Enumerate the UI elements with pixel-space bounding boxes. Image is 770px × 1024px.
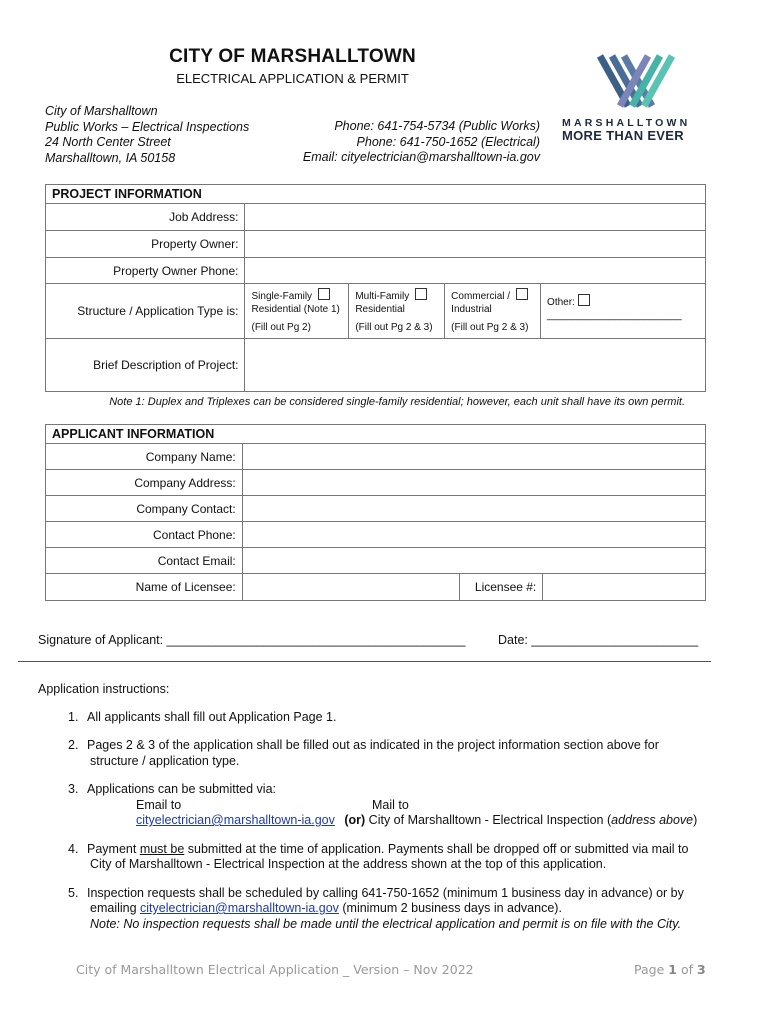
page-number: 1 [668,962,677,977]
single-family-checkbox[interactable] [318,288,330,300]
page-word: Page [634,962,665,977]
page-total: 3 [696,962,706,977]
company-contact-field[interactable] [242,496,705,522]
instructions-title: Application instructions: [38,682,170,696]
list-number: 3. [68,782,79,796]
contact-email-label: Contact Email: [46,548,243,574]
licensee-number-label: Licensee #: [460,574,543,601]
company-address-label: Company Address: [46,470,243,496]
contact-line: Email: cityelectrician@marshalltown-ia.gov [302,150,540,165]
list-number: 5. [68,885,79,900]
office-address [45,104,249,166]
must-be-text: must be [139,841,185,856]
list-number: 4. [68,841,79,856]
licensee-name-label: Name of Licensee: [46,574,243,601]
project-information-table [45,184,706,392]
email-to-label: Email to [136,797,182,812]
instruction-text: Applications can be submitted via: [87,782,276,796]
marshalltown-logo-icon [560,54,710,114]
instruction-item [38,782,718,829]
licensee-name-field[interactable] [242,574,460,601]
type-single-family [245,284,349,321]
property-owner-phone-label: Property Owner Phone: [46,258,245,284]
instruction-text: Pages 2 & 3 of the application shall be filled out as indicated in the project information section above for [87,738,659,752]
instruction-text: Inspection requests shall be scheduled by calling 641-750-1652 (minimum 1 business day in advance) or by [87,885,684,900]
instruction-item [38,886,718,933]
mail-address-text: City of Marshalltown - Electrical Inspection ( [368,813,612,827]
licensee-number-field[interactable] [543,574,706,601]
divider [18,661,711,662]
footer-version: City of Marshalltown Electrical Application _ Version – Nov 2022 [76,962,474,977]
fill-note: (Fill out Pg 2 & 3) [349,321,445,339]
mail-to-label: Mail to [372,797,409,812]
type-label: Industrial [451,304,492,315]
property-owner-label: Property Owner: [46,231,245,258]
instruction-text: All applicants shall fill out Application Page 1. [87,709,337,724]
other-blank-line[interactable]: ______________________ [547,309,682,321]
fill-note: (Fill out Pg 2 & 3) [445,321,541,339]
project-section-heading: PROJECT INFORMATION [46,185,706,204]
other-checkbox[interactable] [578,294,590,306]
signature-field[interactable]: Signature of Applicant: ___________________________________________ [38,633,466,647]
or-label: (or) [344,813,366,827]
logo-tagline: MORE THAN EVER [562,128,684,143]
address-line: Marshalltown, IA 50158 [45,150,176,165]
payment-text-rest: submitted at the time of application. Payments shall be dropped off or submitted via mail to [184,841,689,856]
document-subtitle: ELECTRICAL APPLICATION & PERMIT [176,71,409,86]
office-contact [303,119,540,166]
job-address-label: Job Address: [46,204,245,231]
instruction-text [87,901,718,917]
type-label: Residential [355,304,405,315]
fill-note: (Fill out Pg 2) [245,321,349,339]
project-description-field[interactable] [245,339,706,392]
company-name-label: Company Name: [46,444,243,470]
document-title: CITY OF MARSHALLTOWN [169,46,416,67]
type-label: Residential (Note 1) [251,304,340,315]
project-description-label: Brief Description of Project: [46,339,245,392]
company-address-field[interactable] [242,470,705,496]
contact-line: Phone: 641-754-5734 (Public Works) [334,119,540,133]
address-line: City of Marshalltown [45,104,158,118]
inspection-note: Note: No inspection requests shall be made until the electrical application and permit is on file with the City. [90,916,682,931]
instruction-item [38,738,718,769]
inspection-email-link[interactable]: cityelectrician@marshalltown-ia.gov [140,901,339,915]
property-owner-field[interactable] [245,231,706,258]
contact-line: Phone: 641-750-1652 (Electrical) [356,134,540,149]
multi-family-checkbox[interactable] [415,288,427,300]
submit-email-link[interactable]: cityelectrician@marshalltown-ia.gov [136,813,335,827]
type-label: Multi-Family [355,291,410,302]
application-instructions [38,682,718,945]
advance-text: (minimum 2 business days in advance). [338,901,562,915]
structure-type-label: Structure / Application Type is: [46,284,245,339]
instruction-item [38,710,718,726]
type-label: Other: [547,297,575,308]
instruction-text: City of Marshalltown - Electrical Inspection at the address shown at the top of this application. [90,857,607,871]
company-contact-label: Company Contact: [46,496,243,522]
payment-text: Payment [87,841,140,856]
instruction-text: structure / application type. [90,753,240,768]
address-line: Public Works – Electrical Inspections [45,119,250,134]
type-commercial [445,284,541,321]
instruction-text [87,842,718,858]
job-address-field[interactable] [245,204,706,231]
contact-phone-field[interactable] [242,522,705,548]
note-1: Note 1: Duplex and Triplexes can be considered single-family residential; however, each unit shall have its own permit. [109,396,685,408]
contact-phone-label: Contact Phone: [46,522,243,548]
date-field[interactable]: Date: ________________________ [498,633,699,647]
type-other [541,284,706,339]
type-label: Commercial / [451,291,511,302]
page-indicator [634,962,706,977]
close-paren: ) [693,813,698,827]
submit-methods [87,813,718,829]
of-word: of [680,962,693,977]
address-above-text: address above [611,813,694,827]
applicant-section-heading: APPLICANT INFORMATION [46,425,706,444]
contact-email-field[interactable] [242,548,705,574]
applicant-information-table [45,424,706,601]
instruction-item [38,842,718,873]
submit-methods-labels [87,798,718,814]
logo-wordmark: MARSHALLTOWN [562,117,691,129]
commercial-checkbox[interactable] [516,288,528,300]
address-line: 24 North Center Street [45,135,171,150]
property-owner-phone-field[interactable] [245,258,706,284]
emailing-text: emailing [90,901,141,915]
company-name-field[interactable] [242,444,705,470]
type-multi-family [349,284,445,321]
list-number: 2. [68,738,79,752]
type-label: Single-Family [251,291,313,302]
list-number: 1. [68,709,79,724]
